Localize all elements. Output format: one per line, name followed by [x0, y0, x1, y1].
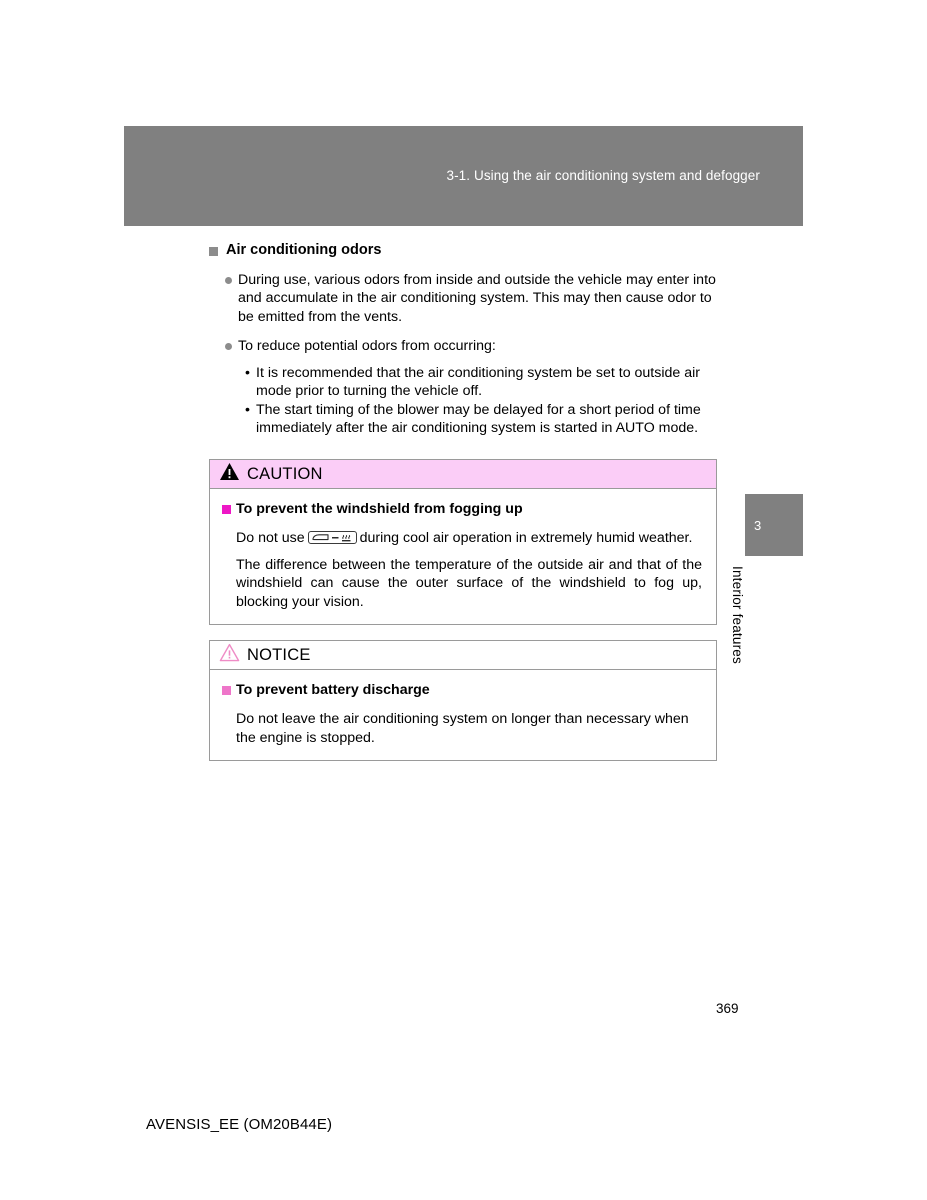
notice-paragraph: Do not leave the air conditioning system on longer than necessary when the engine is stopped.: [236, 711, 689, 746]
list-item: [225, 337, 718, 355]
dot-bullet-icon: •: [245, 401, 250, 418]
main-content: [0, 240, 927, 437]
square-bullet-icon: [222, 686, 231, 695]
square-bullet-icon: [209, 247, 218, 256]
notice-box-header: [210, 641, 716, 670]
page-number: 369: [716, 1001, 739, 1016]
caution-box-header: [210, 460, 716, 489]
caution-box-body: [210, 489, 716, 624]
round-bullet-icon: [225, 277, 232, 284]
notice-box-body: [210, 670, 716, 760]
list-item: [243, 401, 705, 438]
section-heading-label: Air conditioning odors: [226, 242, 382, 258]
caution-paragraph-1: [222, 529, 704, 548]
side-index-tab-number: 3: [754, 518, 762, 533]
caution-subheading: [222, 500, 704, 518]
list-item-text: During use, various odors from inside and outside the vehicle may enter into and accumulate in the air conditioning system. This may then cause odor to be emitted from the vents.: [238, 272, 716, 325]
list-item-text: To reduce potential odors from occurring:: [238, 337, 496, 354]
caution-subheading-label: To prevent the windshield from fogging up: [236, 501, 523, 517]
list-item-text: It is recommended that the air conditioning system be set to outside air mode prior to turning the vehicle off.: [256, 365, 700, 400]
side-index-tab-label: Interior features: [730, 566, 745, 664]
notice-box-title: NOTICE: [247, 645, 311, 664]
warning-triangle-outline-icon: [219, 643, 240, 667]
sub-list: [243, 364, 705, 437]
list-item: [243, 364, 705, 401]
section-heading: [209, 240, 927, 260]
footer-document-code: AVENSIS_EE (OM20B44E): [146, 1116, 333, 1133]
page-header-title: 3-1. Using the air conditioning system and defogger: [446, 168, 760, 183]
square-bullet-icon: [222, 505, 231, 514]
list-item: [225, 271, 718, 326]
side-index-tab: [745, 494, 803, 556]
caution-text-after-icon: during cool air operation in extremely humid weather.: [359, 530, 693, 546]
list-item-text: The start timing of the blower may be delayed for a short period of time immediately after the air conditioning system is started in AUTO mode.: [256, 401, 701, 437]
warning-triangle-filled-icon: [219, 462, 240, 486]
round-bullet-icon: [225, 343, 232, 350]
caution-paragraph-2: The difference between the temperature of the outside air and that of the windshield can cause the outer surface of the windshield to fog up, blocking your vision.: [236, 556, 702, 610]
notice-subheading: [222, 681, 704, 699]
page-header-band: [124, 126, 803, 226]
notice-box: [209, 640, 717, 761]
notice-subheading-label: To prevent battery discharge: [236, 682, 430, 698]
caution-text-before-icon: Do not use: [236, 530, 305, 546]
caution-box-title: CAUTION: [247, 464, 323, 483]
caution-box: [209, 459, 717, 625]
windshield-defogger-button-icon: [308, 531, 357, 544]
dot-bullet-icon: •: [245, 365, 250, 382]
